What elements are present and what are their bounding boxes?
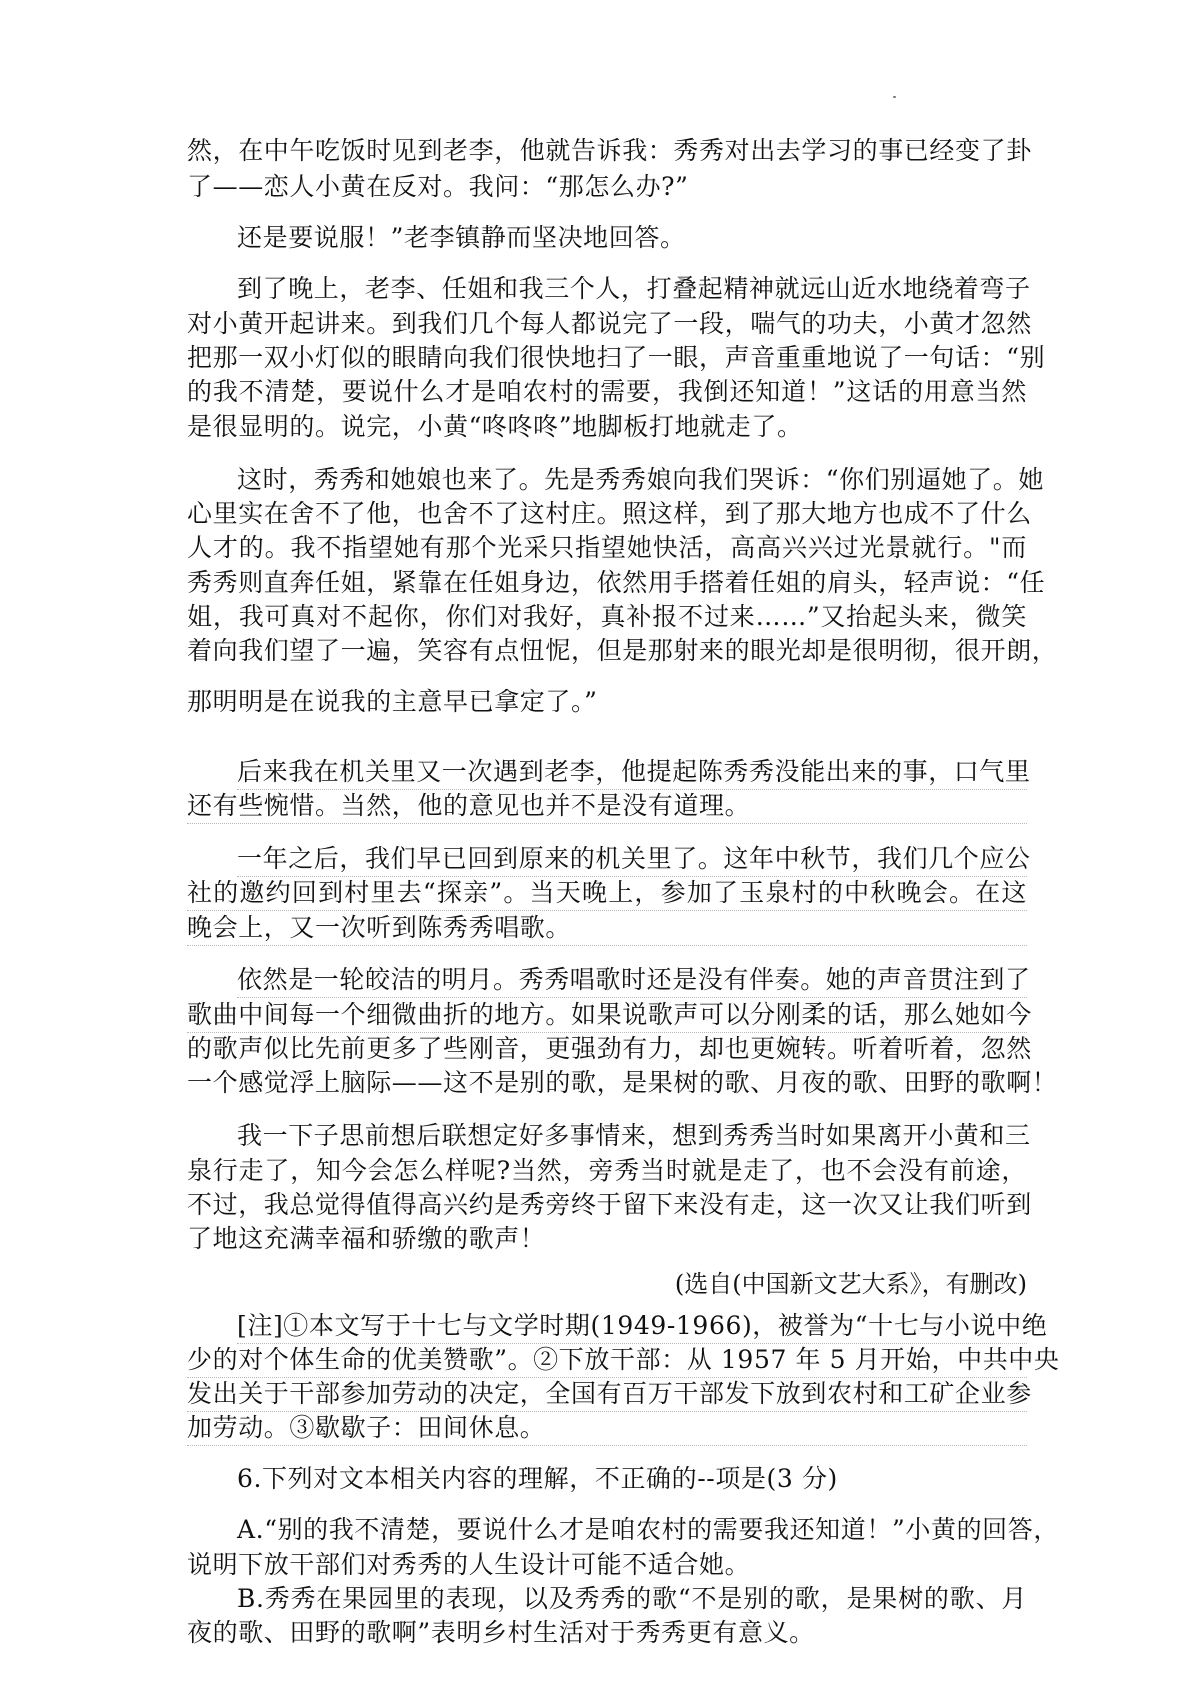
text-line: 那明明是在说我的主意早已拿定了。” bbox=[187, 687, 598, 717]
text-line: 晚会上，又一次听到陈秀秀唱歌。 bbox=[187, 911, 1027, 946]
text-line: 还有些惋惜。当然，他的意见也并不是没有道理。 bbox=[187, 789, 1027, 824]
text-line: 社的邀约回到村里去“探亲”。当天晚上，参加了玉泉村的中秋晚会。在这 bbox=[187, 876, 1027, 911]
note-line: [注]①本文写于十七与文学时期(1949-1966)，被誉为“十七与小说中绝 bbox=[237, 1309, 1027, 1344]
text-line: 姐，我可真对不起你，你们对我好，真补报不过来……”又抬起头来，微笑 bbox=[187, 601, 1027, 631]
text-line: 秀秀则直奔任姐，紧靠在任姐身边，依然用手搭着任姐的肩头，轻声说：“任 bbox=[187, 567, 1046, 597]
text-line: 一年之后，我们早已回到原来的机关里了。这年中秋节，我们几个应公 bbox=[237, 842, 1027, 877]
text-line: 这时，秀秀和她娘也来了。先是秀秀娘向我们哭诉：“你们别逼她了。她 bbox=[237, 464, 1044, 494]
text-line: 到了晚上，老李、任姐和我三个人，打叠起精神就远山近水地绕着弯子 bbox=[237, 274, 1031, 304]
text-line: 把那一双小灯似的眼睛向我们很快地扫了一眼，声音重重地说了一句话：“别 bbox=[187, 343, 1046, 373]
text-line: 对小黄开起讲来。到我们几个每人都说完了一段，喘气的功夫，小黄才忽然 bbox=[187, 308, 1032, 338]
question-stem: 6.下列对文本相关内容的理解，不正确的--项是(3 分) bbox=[237, 1464, 838, 1494]
text-line: 歌曲中间每一个细微曲折的地方。如果说歌声可以分刚柔的话，那么她如今 bbox=[187, 998, 1027, 1033]
option-a: A.“别的我不清楚，要说什么才是咱农村的需要我还知道！”小黄的回答， bbox=[237, 1515, 1059, 1545]
text-line: 不过，我总觉得值得高兴约是秀旁终于留下来没有走，这一次又让我们听到 bbox=[187, 1189, 1032, 1219]
option-b: B.秀秀在果园里的表现，以及秀秀的歌“不是别的歌，是果树的歌、月 bbox=[237, 1584, 1027, 1614]
text-line: 依然是一轮皎洁的明月。秀秀唱歌时还是没有伴奏。她的声音贯注到了 bbox=[237, 963, 1027, 998]
text-line: 我一下子思前想后联想定好多事情来，想到秀秀当时如果离开小黄和三 bbox=[237, 1121, 1031, 1151]
text-line: 人才的。我不指望她有那个光采只指望她快活，高高兴兴过光景就行。"而 bbox=[187, 533, 1027, 563]
text-line: 泉行走了，知今会怎么样呢?当然，旁秀当时就是走了，也不会没有前途， bbox=[187, 1155, 1027, 1185]
text-line: 还是要说服！”老李镇静而坚决地回答。 bbox=[237, 223, 686, 253]
text-line: 一个感觉浮上脑际——这不是别的歌，是果树的歌、月夜的歌、田野的歌啊！ bbox=[187, 1068, 1058, 1098]
scan-mark bbox=[893, 96, 896, 98]
note-line: 少的对个体生命的优美赞歌”。②下放干部：从 1957 年 5 月开始，中共中央 bbox=[187, 1343, 1027, 1378]
text-line: 了——恋人小黄在反对。我问：“那怎么办?” bbox=[187, 172, 689, 202]
note-line: 加劳动。③歇歇子：田间休息。 bbox=[187, 1411, 1027, 1446]
text-line: 然，在中午吃饭时见到老李，他就告诉我：秀秀对出去学习的事已经变了卦 bbox=[187, 136, 1032, 166]
text-line: 是很显明的。说完，小黄“咚咚咚”地脚板打地就走了。 bbox=[187, 411, 803, 441]
text-line: 后来我在机关里又一次遇到老李，他提起陈秀秀没能出来的事，口气里 bbox=[237, 755, 1027, 790]
text-line: 的歌声似比先前更多了些刚音，更强劲有力，却也更婉转。听着听着，忽然 bbox=[187, 1034, 1032, 1064]
option-a-cont: 说明下放干部们对秀秀的人生设计可能不适合她。 bbox=[187, 1549, 751, 1579]
option-b: 夜的歌、田野的歌啊”表明乡村生活对于秀秀更有意义。 bbox=[187, 1618, 815, 1648]
text-line: 心里实在舍不了他，也舍不了这村庄。照这样，到了那大地方也成不了什么 bbox=[187, 498, 1032, 528]
source-note: (选自(中国新文艺大系》，有删改) bbox=[674, 1269, 1027, 1298]
note-line: 发出关于干部参加劳动的决定，全国有百万干部发下放到农村和工矿企业参 bbox=[187, 1377, 1027, 1412]
text-line: 的我不清楚，要说什么才是咱农村的需要，我倒还知道！”这话的用意当然 bbox=[187, 377, 1027, 407]
text-line: 了地这充满幸福和骄缴的歌声！ bbox=[187, 1224, 546, 1254]
text-line: 着向我们望了一遍，笑容有点忸怩，但是那射来的眼光却是很明彻，很开朗， bbox=[187, 636, 1058, 666]
